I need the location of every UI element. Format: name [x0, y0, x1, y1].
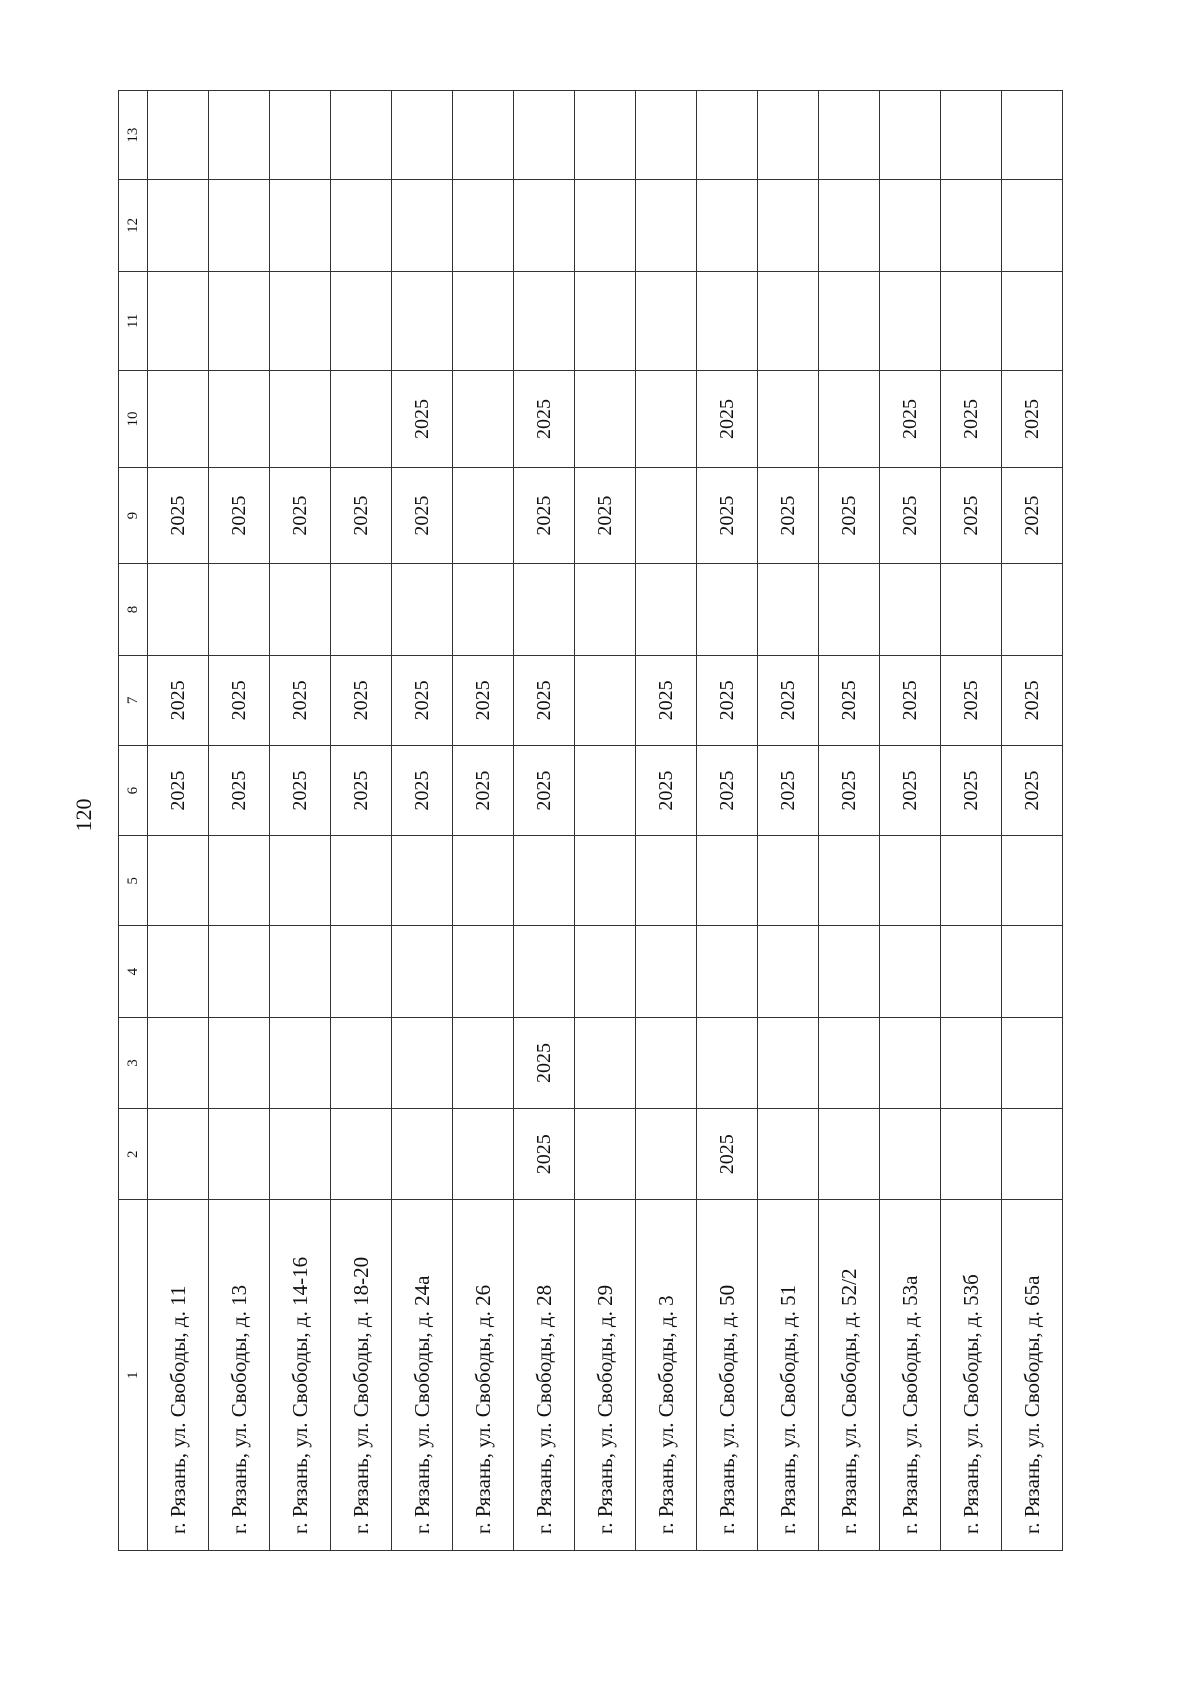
year-cell	[941, 91, 1002, 180]
year-cell: 2025	[392, 371, 453, 468]
year-cell: 2025	[209, 745, 270, 835]
year-cell	[575, 564, 636, 655]
year-cell	[880, 91, 941, 180]
year-cell	[819, 180, 880, 271]
address-cell: г. Рязань, ул. Свободы, д. 18-20	[331, 1200, 392, 1551]
year-cell: 2025	[941, 745, 1002, 835]
year-cell: 2025	[392, 745, 453, 835]
year-cell	[697, 180, 758, 271]
year-cell	[575, 836, 636, 926]
table-row	[209, 91, 270, 1551]
table-row	[636, 91, 697, 1551]
year-cell	[270, 564, 331, 655]
year-cell	[392, 926, 453, 1017]
year-cell	[270, 926, 331, 1017]
year-cell: 2025	[697, 1109, 758, 1200]
year-cell	[453, 836, 514, 926]
year-cell	[331, 926, 392, 1017]
year-cell: 2025	[941, 467, 1002, 564]
year-cell	[331, 1109, 392, 1200]
year-cell	[941, 926, 1002, 1017]
column-header: 5	[119, 836, 148, 926]
year-cell: 2025	[331, 655, 392, 745]
year-cell	[1002, 836, 1063, 926]
year-cell: 2025	[819, 745, 880, 835]
column-header: 3	[119, 1017, 148, 1108]
year-cell	[148, 836, 209, 926]
year-cell	[575, 655, 636, 745]
address-cell: г. Рязань, ул. Свободы, д. 53б	[941, 1200, 1002, 1551]
year-cell	[636, 467, 697, 564]
year-cell	[575, 1109, 636, 1200]
year-cell	[758, 564, 819, 655]
address-cell: г. Рязань, ул. Свободы, д. 29	[575, 1200, 636, 1551]
year-cell: 2025	[697, 745, 758, 835]
year-cell	[697, 564, 758, 655]
column-header: 2	[119, 1109, 148, 1200]
year-cell: 2025	[392, 655, 453, 745]
year-cell	[331, 91, 392, 180]
year-cell	[331, 371, 392, 468]
year-cell: 2025	[270, 745, 331, 835]
column-header: 4	[119, 926, 148, 1017]
year-cell	[331, 836, 392, 926]
year-cell	[636, 91, 697, 180]
year-cell	[575, 926, 636, 1017]
year-cell	[392, 91, 453, 180]
year-cell	[209, 564, 270, 655]
year-cell	[941, 564, 1002, 655]
address-cell: г. Рязань, ул. Свободы, д. 28	[514, 1200, 575, 1551]
year-cell	[270, 836, 331, 926]
year-cell: 2025	[270, 655, 331, 745]
address-cell: г. Рязань, ул. Свободы, д. 50	[697, 1200, 758, 1551]
year-cell	[758, 836, 819, 926]
year-cell	[392, 180, 453, 271]
table-row	[697, 91, 758, 1551]
address-cell: г. Рязань, ул. Свободы, д. 14-16	[270, 1200, 331, 1551]
year-cell	[392, 271, 453, 371]
year-cell: 2025	[880, 745, 941, 835]
year-cell	[636, 1017, 697, 1108]
year-cell: 2025	[758, 655, 819, 745]
table-row	[575, 91, 636, 1551]
year-cell	[697, 1017, 758, 1108]
year-cell: 2025	[819, 467, 880, 564]
year-cell	[270, 371, 331, 468]
year-cell	[331, 564, 392, 655]
year-cell	[575, 271, 636, 371]
year-cell	[514, 564, 575, 655]
year-cell	[453, 271, 514, 371]
year-cell	[575, 1017, 636, 1108]
year-cell: 2025	[941, 371, 1002, 468]
table-row	[819, 91, 880, 1551]
year-cell	[392, 564, 453, 655]
year-cell: 2025	[758, 745, 819, 835]
address-cell: г. Рязань, ул. Свободы, д. 24а	[392, 1200, 453, 1551]
year-cell	[453, 1017, 514, 1108]
year-cell	[148, 371, 209, 468]
year-cell: 2025	[514, 1017, 575, 1108]
year-cell	[453, 467, 514, 564]
year-cell	[453, 926, 514, 1017]
year-cell	[880, 1017, 941, 1108]
year-cell	[575, 371, 636, 468]
year-cell: 2025	[392, 467, 453, 564]
year-cell	[819, 371, 880, 468]
column-header: 10	[119, 371, 148, 468]
year-cell: 2025	[331, 745, 392, 835]
year-cell	[941, 1017, 1002, 1108]
year-cell	[575, 91, 636, 180]
year-cell	[880, 1109, 941, 1200]
year-cell	[209, 1109, 270, 1200]
year-cell	[209, 836, 270, 926]
year-cell: 2025	[941, 655, 1002, 745]
column-header: 12	[119, 180, 148, 271]
address-cell: г. Рязань, ул. Свободы, д. 13	[209, 1200, 270, 1551]
table-row	[758, 91, 819, 1551]
year-cell	[148, 91, 209, 180]
year-cell	[270, 1017, 331, 1108]
year-cell: 2025	[514, 467, 575, 564]
year-cell: 2025	[697, 467, 758, 564]
year-cell	[453, 371, 514, 468]
year-cell	[209, 180, 270, 271]
address-cell: г. Рязань, ул. Свободы, д. 65а	[1002, 1200, 1063, 1551]
year-cell: 2025	[514, 745, 575, 835]
year-cell	[270, 91, 331, 180]
table-row	[1002, 91, 1063, 1551]
table-row	[331, 91, 392, 1551]
address-cell: г. Рязань, ул. Свободы, д. 51	[758, 1200, 819, 1551]
year-cell	[1002, 271, 1063, 371]
year-cell	[697, 836, 758, 926]
year-cell	[514, 836, 575, 926]
year-cell	[819, 564, 880, 655]
column-header: 8	[119, 564, 148, 655]
year-cell	[148, 1017, 209, 1108]
year-cell	[514, 926, 575, 1017]
table-row	[270, 91, 331, 1551]
year-cell	[758, 91, 819, 180]
column-header: 7	[119, 655, 148, 745]
year-cell: 2025	[148, 467, 209, 564]
year-cell	[880, 926, 941, 1017]
address-cell: г. Рязань, ул. Свободы, д. 53а	[880, 1200, 941, 1551]
year-cell	[270, 180, 331, 271]
table-row	[880, 91, 941, 1551]
year-cell	[209, 1017, 270, 1108]
table-row	[941, 91, 1002, 1551]
year-cell	[880, 180, 941, 271]
year-cell	[819, 926, 880, 1017]
year-cell: 2025	[270, 467, 331, 564]
year-cell: 2025	[880, 467, 941, 564]
address-cell: г. Рязань, ул. Свободы, д. 3	[636, 1200, 697, 1551]
column-header: 9	[119, 467, 148, 564]
table-row	[392, 91, 453, 1551]
table-row	[148, 91, 209, 1551]
year-cell	[1002, 564, 1063, 655]
year-cell: 2025	[1002, 655, 1063, 745]
year-cell	[758, 926, 819, 1017]
year-cell	[148, 926, 209, 1017]
year-cell	[880, 271, 941, 371]
year-cell	[392, 1017, 453, 1108]
address-cell: г. Рязань, ул. Свободы, д. 11	[148, 1200, 209, 1551]
year-cell: 2025	[819, 655, 880, 745]
year-cell	[1002, 91, 1063, 180]
year-cell	[453, 564, 514, 655]
column-header: 13	[119, 91, 148, 180]
year-cell	[1002, 1017, 1063, 1108]
year-cell	[514, 180, 575, 271]
year-cell	[1002, 1109, 1063, 1200]
year-cell	[880, 564, 941, 655]
year-cell	[453, 91, 514, 180]
year-cell	[636, 271, 697, 371]
year-cell	[209, 926, 270, 1017]
year-cell	[392, 836, 453, 926]
year-cell	[331, 271, 392, 371]
year-cell: 2025	[1002, 371, 1063, 468]
year-cell	[148, 180, 209, 271]
year-cell: 2025	[514, 371, 575, 468]
year-cell	[758, 371, 819, 468]
year-cell	[636, 564, 697, 655]
year-cell	[819, 836, 880, 926]
year-cell: 2025	[514, 1109, 575, 1200]
year-cell	[819, 1017, 880, 1108]
year-cell: 2025	[697, 371, 758, 468]
year-cell	[270, 271, 331, 371]
year-cell	[636, 836, 697, 926]
year-cell	[270, 1109, 331, 1200]
year-cell	[758, 271, 819, 371]
year-cell: 2025	[575, 467, 636, 564]
year-cell: 2025	[148, 655, 209, 745]
year-cell: 2025	[880, 655, 941, 745]
year-cell	[819, 271, 880, 371]
year-cell	[636, 1109, 697, 1200]
table-header-row	[119, 91, 148, 1551]
address-cell: г. Рязань, ул. Свободы, д. 52/2	[819, 1200, 880, 1551]
year-cell	[331, 1017, 392, 1108]
year-cell	[331, 180, 392, 271]
year-cell	[636, 371, 697, 468]
year-cell	[514, 271, 575, 371]
address-cell: г. Рязань, ул. Свободы, д. 26	[453, 1200, 514, 1551]
rotated-table-wrapper	[118, 90, 1063, 1551]
year-cell	[514, 91, 575, 180]
year-cell: 2025	[209, 655, 270, 745]
year-cell	[392, 1109, 453, 1200]
year-cell	[575, 180, 636, 271]
year-cell: 2025	[514, 655, 575, 745]
year-cell	[697, 91, 758, 180]
year-cell	[636, 180, 697, 271]
year-cell: 2025	[331, 467, 392, 564]
year-cell: 2025	[880, 371, 941, 468]
year-cell	[758, 180, 819, 271]
column-header: 11	[119, 271, 148, 371]
year-cell	[148, 1109, 209, 1200]
year-cell: 2025	[148, 745, 209, 835]
year-cell: 2025	[1002, 467, 1063, 564]
year-cell: 2025	[1002, 745, 1063, 835]
year-cell	[209, 91, 270, 180]
year-cell	[209, 271, 270, 371]
year-cell	[697, 926, 758, 1017]
data-table	[118, 90, 1063, 1551]
page-number: 120	[71, 798, 96, 832]
year-cell	[697, 271, 758, 371]
year-cell	[819, 1109, 880, 1200]
year-cell	[819, 91, 880, 180]
year-cell	[880, 836, 941, 926]
year-cell: 2025	[636, 745, 697, 835]
year-cell	[148, 564, 209, 655]
year-cell	[209, 371, 270, 468]
year-cell	[453, 180, 514, 271]
year-cell	[758, 1109, 819, 1200]
year-cell	[941, 180, 1002, 271]
year-cell	[1002, 926, 1063, 1017]
year-cell	[758, 1017, 819, 1108]
year-cell: 2025	[453, 745, 514, 835]
year-cell: 2025	[636, 655, 697, 745]
year-cell	[941, 271, 1002, 371]
year-cell: 2025	[209, 467, 270, 564]
table-row	[514, 91, 575, 1551]
year-cell: 2025	[453, 655, 514, 745]
table-body	[119, 91, 1063, 1551]
table-row	[453, 91, 514, 1551]
year-cell: 2025	[697, 655, 758, 745]
year-cell	[575, 745, 636, 835]
year-cell	[148, 271, 209, 371]
year-cell	[636, 926, 697, 1017]
year-cell	[453, 1109, 514, 1200]
year-cell	[941, 836, 1002, 926]
column-header: 6	[119, 745, 148, 835]
year-cell	[941, 1109, 1002, 1200]
year-cell	[1002, 180, 1063, 271]
column-header: 1	[119, 1200, 148, 1551]
year-cell: 2025	[758, 467, 819, 564]
